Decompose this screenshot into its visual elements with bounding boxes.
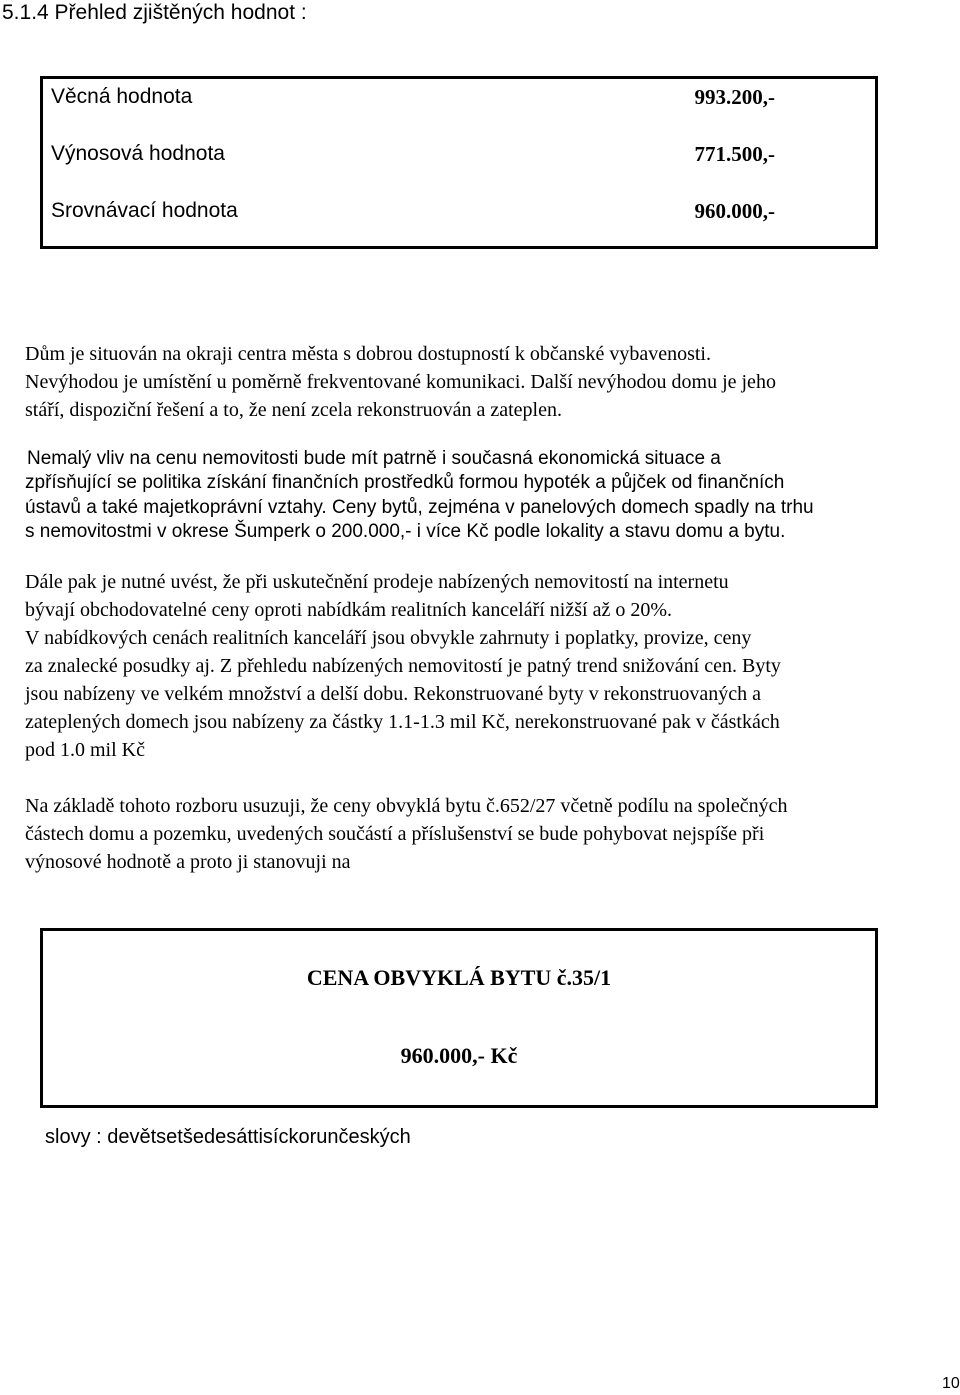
value-row-vecna xyxy=(51,85,875,115)
section-heading: 5.1.4 Přehled zjištěných hodnot : xyxy=(2,1,307,24)
paragraph-line: zpřísňující se politika získání finančních prostředků formou hypoték a půjček od finančních xyxy=(25,472,785,493)
final-price-box xyxy=(40,928,878,1108)
paragraph-line: s nemovitostmi v okrese Šumperk o 200.000,- i více Kč podle lokality a stavu domu a bytu. xyxy=(25,521,786,542)
paragraph-line: stáří, dispoziční řešení a to, že není zcela rekonstruován a zateplen. xyxy=(25,399,562,421)
amount-in-words: slovy : devětsetšedesáttisíckorunčeských xyxy=(45,1126,411,1148)
paragraph-line: ústavů a také majetkoprávní vztahy. Ceny bytů, zejména v panelových domech spadly na trhu xyxy=(25,497,814,518)
value-row-vynosova xyxy=(51,142,875,172)
paragraph-line: jsou nabízeny ve velkém množství a delší dobu. Rekonstruované byty v rekonstruovaných a xyxy=(25,683,761,705)
paragraph-line: pod 1.0 mil Kč xyxy=(25,739,145,761)
final-price-title: CENA OBVYKLÁ BYTU č.35/1 xyxy=(306,965,612,990)
value-label: Věcná hodnota xyxy=(51,85,193,108)
paragraph-line: Dále pak je nutné uvést, že při uskutečnění prodeje nabízených nemovitostí na internetu xyxy=(25,571,729,593)
value-label: Výnosová hodnota xyxy=(51,142,225,165)
value-amount: 993.200,- xyxy=(694,85,775,109)
paragraph-line: Na základě tohoto rozboru usuzuji, že ceny obvyklá bytu č.652/27 včetně podílu na společných xyxy=(25,795,788,817)
page-number: 10 xyxy=(942,1375,960,1392)
paragraph-line: bývají obchodovatelné ceny oproti nabídkám realitních kanceláří nižší až o 20%. xyxy=(25,599,672,621)
paragraph-line: Dům je situován na okraji centra města s dobrou dostupností k občanské vybavenosti. xyxy=(25,343,711,365)
paragraph-line: Nevýhodou je umístění u poměrně frekventované komunikaci. Další nevýhodou domu je jeho xyxy=(25,371,776,393)
value-row-srovnavaci xyxy=(51,199,875,229)
value-amount: 960.000,- xyxy=(694,199,775,223)
paragraph-line: Nemalý vliv na cenu nemovitosti bude mít patrně i současná ekonomická situace a xyxy=(27,448,721,469)
values-summary-table xyxy=(40,76,878,249)
value-amount: 771.500,- xyxy=(694,142,775,166)
paragraph-line: částech domu a pozemku, uvedených součástí a příslušenství se bude pohybovat nejspíše při xyxy=(25,823,765,845)
value-label: Srovnávací hodnota xyxy=(51,199,238,222)
paragraph-line: za znalecké posudky aj. Z přehledu nabízených nemovitostí je patný trend snižování cen. Byty xyxy=(25,655,781,677)
paragraph-line: zateplených domech jsou nabízeny za částky 1.1-1.3 mil Kč, nerekonstruované pak v částkách xyxy=(25,711,780,733)
final-price-amount: 960.000,- Kč xyxy=(400,1043,518,1068)
paragraph-line: výnosové hodnotě a proto ji stanovuji na xyxy=(25,851,351,873)
paragraph-line: V nabídkových cenách realitních kanceláří jsou obvykle zahrnuty i poplatky, provize, ceny xyxy=(25,627,752,649)
